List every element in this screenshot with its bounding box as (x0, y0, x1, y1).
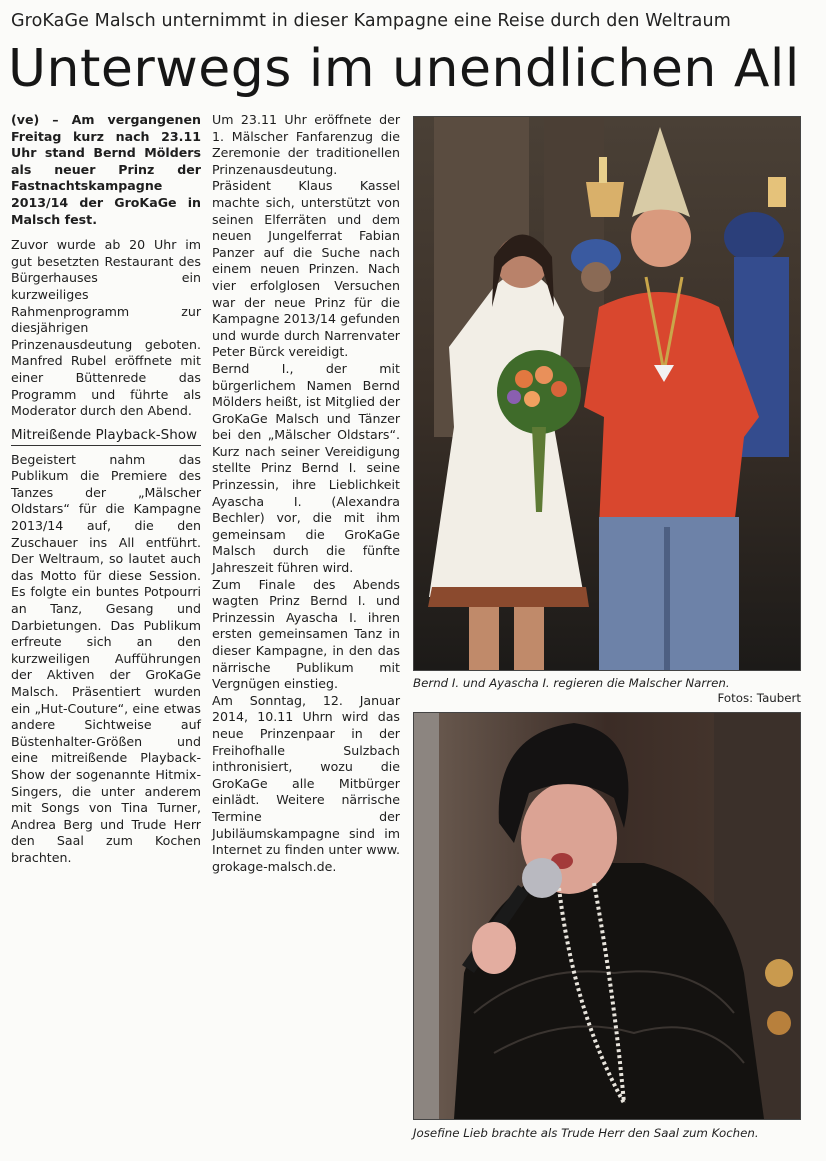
caption-1-text: Bernd I. und Ayascha I. regieren die Malscher Narren. (413, 676, 730, 690)
paragraph-1: Zuvor wurde ab 20 Uhr im gut besetzten Restaurant des Bürgerhauses ein kurzweiliges Rahmenprogramm zur diesjährigen Prinzenausdeutung geboten. Manfred Rubel eröffnete mit einer Büttenrede das Programm und führte als Moderator durch den Abend. (11, 237, 201, 419)
text-column-2 (212, 112, 400, 875)
photo-singer (413, 712, 801, 1120)
paragraph-2: Begeistert nahm das Publikum die Premiere des Tanzes der „Mälscher Oldstars“ für die Kampagne 2013/14 auf, die den Zuschauer ins All entführt. Der Weltraum, so lautet auch das Motto für diese Session. Es folgte ein buntes Potpourri an Tanz, Gesang und Darbietungen. Das Publikum erfreute sich an den kurzweiligen Aufführungen der Aktiven der GroKaGe Malsch. Präsentiert wurden ein „Hut-Couture“, eine etwas andere Sichtweise auf Büstenhalter-Größen und eine mitreißende Playback-Show der sogenannte Hitmix-Singers, die unter anderem mit Songs von Tina Turner, Andrea Berg und Trude Herr den Saal zum Kochen brachten. (11, 451, 201, 865)
paragraph-5: Zum Finale des Abends wagten Prinz Bernd I. und Prinzessin Ayascha I. ihren ersten gemeinsamen Tanz in dieser Kampagne, in den das närrische Publikum mit Vergnügen einstieg. (212, 576, 400, 692)
article-lead: (ve) – Am vergangenen Freitag kurz nach 23.11 Uhr stand Bernd Mölders als neuer Prinz der Fastnachtskampagne 2013/14 der GroKaGe in Malsch fest. (11, 112, 201, 227)
text-column-1 (11, 112, 201, 867)
photo-credit: Fotos: Taubert (717, 691, 801, 705)
subheading: Mitreißende Playback-Show (11, 426, 201, 446)
photo-caption-1 (413, 676, 801, 706)
paragraph-6: Am Sonntag, 12. Januar 2014, 10.11 Uhrn wird das neue Prinzenpaar in der Freihofhalle Sulzbach inthronisiert, wozu die GroKaGe alle Mitbürger einlädt. Weitere närrische Termine der Jubiläumskampagne sind im Internet zu finden unter www. grokage-malsch.de. (212, 692, 400, 874)
article-headline: Unterwegs im unendlichen All (8, 39, 800, 99)
photo-caption-2: Josefine Lieb brachte als Trude Herr den Saal zum Kochen. (413, 1126, 759, 1140)
article-kicker: GroKaGe Malsch unternimmt in dieser Kampagne eine Reise durch den Weltraum (11, 11, 731, 31)
photo-prince-couple (413, 116, 801, 671)
paragraph-3: Um 23.11 Uhr eröffnete der 1. Mälscher Fanfarenzug die Zeremonie der traditionellen Prinzenausdeutung. Präsident Klaus Kassel machte sich, unterstützt von seinen Elferräten und dem neuen Jungelferrat Fabian Panzer auf die Suche nach einem neuen Prinzen. Nach vier erfolglosen Versuchen war der neue Prinz für die Kampagne 2013/14 gefunden und wurde durch Narrenvater Peter Bürck vereidigt. (212, 112, 400, 360)
paragraph-4: Bernd I., der mit bürgerlichem Namen Bernd Mölders heißt, ist Mitglied der GroKaGe Malsch und Tänzer bei den „Mälscher Oldstars“. Kurz nach seiner Vereidigung stellte Prinz Bernd I. seine Prinzessin, ihre Lieblichkeit Ayascha I. (Alexandra Bechler) vor, die mit ihm gemeinsam die GroKaGe Malsch durch die fünfte Jahreszeit führen wird. (212, 360, 400, 576)
